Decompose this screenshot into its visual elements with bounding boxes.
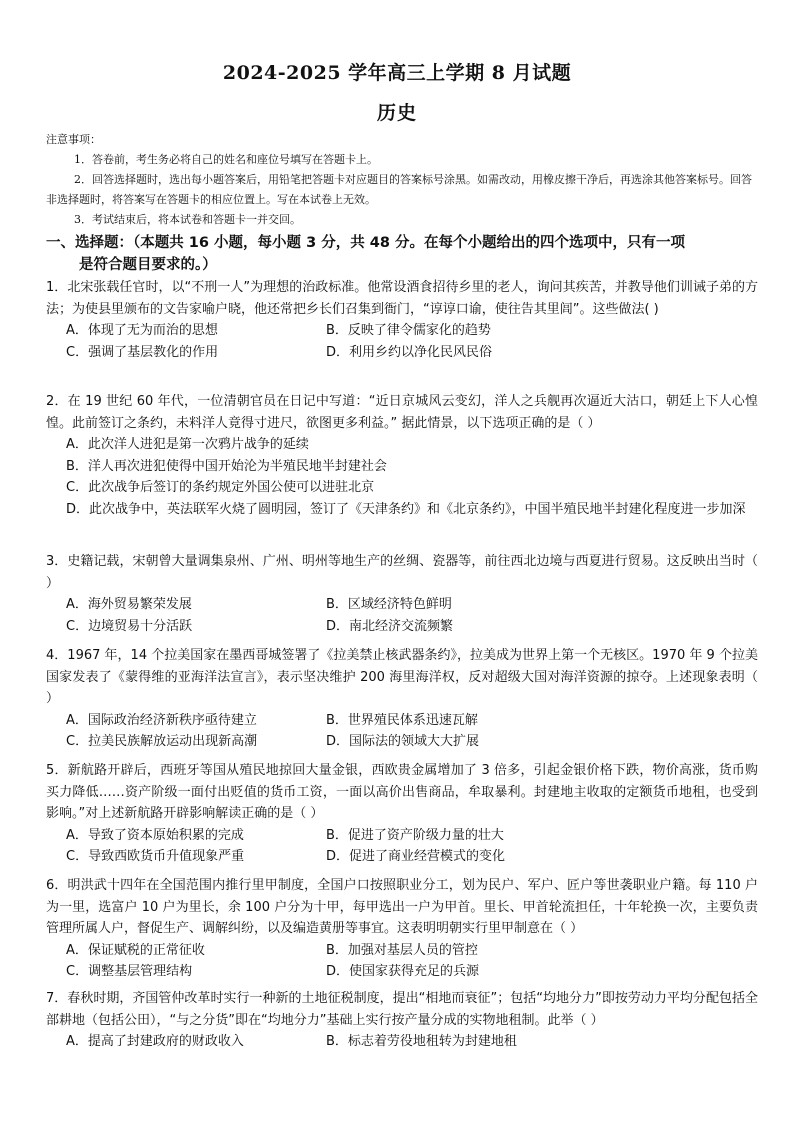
option-c[interactable]: C．此次战争后签订的条约规定外国公使可以进驻北京 [66,480,375,495]
option-b[interactable]: B．世界殖民体系迅速瓦解 [326,712,478,728]
option-b[interactable]: B．加强对基层人员的管控 [326,942,478,958]
option-b[interactable]: B．促进了资产阶级力量的壮大 [326,827,504,843]
question-1 [46,277,758,363]
question-stem: 5．新航路开辟后，西班牙等国从殖民地掠回大量金银，西欧贵金属增加了 3 倍多，引起金银价格下跌，物价高涨，货币购买力降低……资产阶级一面付出贬值的货币工资，一面以高价出售商品，牟取暴利。封建地主收取的定额货币地租，也受到影响。”对上述新航路开辟影响解读正确的是（ ） [46,763,758,821]
question-stem: 7．春秋时期，齐国管仲改革时实行一种新的土地征税制度，提出“相地而衰征”；包括“均地分力”即按劳动力平均分配包括全部耕地（包括公田），“与之分货”即在“均地分力”基础上实行按产量分成的实物地租制。此举（ ） [46,991,758,1028]
question-4 [46,645,758,753]
option-a[interactable]: A．国际政治经济新秩序亟待建立 [66,712,257,728]
option-c[interactable]: C．边境贸易十分活跃 [66,618,193,634]
option-d[interactable]: D．国际法的领域大大扩展 [326,734,480,749]
section-heading-line2: 是符合题目要求的。） [79,257,217,273]
question-stem: 1．北宋张载任官时，以“不刑一人”为理想的治政标准。他常设酒食招待乡里的老人，询问其疾苦，并教导他们训诫子弟的方法；为使县里颁布的文告家喻户晓，他还常把乡长们召集到衙门，“谆谆口谕，使往告其里闾”。这些做法( ) [46,280,758,317]
option-c[interactable]: C．强调了基层教化的作用 [66,344,219,360]
notice-item: 2．回答选择题时，选出每小题答案后，用铅笔把答题卡对应题目的答案标号涂黑。如需改动，用橡皮擦干净后，再选涂其他答案标号。回答非选择题时，将答案写在答题卡的相应位置上。写在本试卷上无效。 [46,173,752,206]
option-b[interactable]: B．洋人再次进犯使得中国开始沦为半殖民地半封建社会 [66,458,387,474]
exam-subject: 历史 [376,102,417,124]
question-stem: 4．1967 年，14 个拉美国家在墨西哥城签署了《拉美禁止核武器条约》，拉美成为世界上第一个无核区。1970 年 9 个拉美国家发表了《蒙得维的亚海洋法宣言》，表示坚决维护 200 海里海洋权，反对超级大国对海洋资源的掠夺。上述现象表明（ ） [46,648,758,706]
notice-block [46,130,756,230]
option-d[interactable]: D．南北经济交流频繁 [326,618,454,634]
option-d[interactable]: D．利用乡约以净化民风民俗 [326,344,493,360]
option-d[interactable]: D．使国家获得充足的兵源 [326,964,480,979]
section-heading-line1: 一、选择题：（本题共 16 小题，每小题 3 分，共 48 分。在每个小题给出的四个选项中，只有一项 [46,235,685,251]
question-7 [46,988,758,1053]
option-c[interactable]: C．拉美民族解放运动出现新高潮 [66,734,258,749]
option-c[interactable]: C．调整基层管理结构 [66,964,193,979]
notice-item: 1．答卷前，考生务必将自己的姓名和座位号填写在答题卡上。 [74,153,378,166]
option-b[interactable]: B．反映了律令儒家化的趋势 [326,323,491,338]
question-stem: 3．史籍记载，宋朝曾大量调集泉州、广州、明州等地生产的丝绸、瓷器等，前往西北边境与西夏进行贸易。这反映出当时（ ） [46,554,758,591]
option-a[interactable]: A．此次洋人进犯是第一次鸦片战争的延续 [66,437,309,452]
option-d[interactable]: D．此次战争中，英法联军火烧了圆明园，签订了《天津条约》和《北京条约》，中国半殖民地半封建化程度进一步加深 [66,501,746,517]
question-3 [46,551,758,637]
section-heading [46,232,756,276]
option-b[interactable]: B．区域经济特色鲜明 [326,597,452,612]
question-6 [46,875,758,983]
option-c[interactable]: C．导致西欧货币升值现象严重 [66,849,245,864]
notice-heading: 注意事项： [46,133,101,146]
exam-title: 2024-2025 学年高三上学期 8 月试题 [222,62,572,84]
question-stem: 2．在 19 世纪 60 年代，一位清朝官员在日记中写道：“近日京城风云变幻，洋人之兵舰再次逼近大沽口，朝廷上下人心惶惶。此前签订之条约，未料洋人竟得寸进尺，欲图更多利益。” 据此情景，以下选项正确的是（ ） [46,394,758,431]
question-5 [46,760,758,868]
question-stem: 6．明洪武十四年在全国范围内推行里甲制度，全国户口按照职业分工，划为民户、军户、匠户等世袭职业户籍。每 110 户为一里，选富户 10 户为里长，余 100 户分为十甲，每甲选出一户为甲首。里长、甲首轮流担任，十年轮换一次，主要负责管理所属人户，督促生产、调解纠纷，以及编造黄册等事宜。这表明明朝实行里甲制意在（ ） [46,878,758,936]
notice-item: 3．考试结束后，将本试卷和答题卡一并交回。 [74,213,301,226]
option-a[interactable]: A．体现了无为而治的思想 [66,323,218,338]
option-a[interactable]: A．提高了封建政府的财政收入 [66,1034,244,1049]
option-a[interactable]: A．海外贸易繁荣发展 [66,597,192,612]
question-2 [46,391,758,520]
option-a[interactable]: A．保证赋税的正常征收 [66,942,205,958]
option-b[interactable]: B．标志着劳役地租转为封建地租 [326,1034,517,1049]
option-a[interactable]: A．导致了资本原始积累的完成 [66,827,244,843]
option-d[interactable]: D．促进了商业经营模式的变化 [326,849,506,864]
